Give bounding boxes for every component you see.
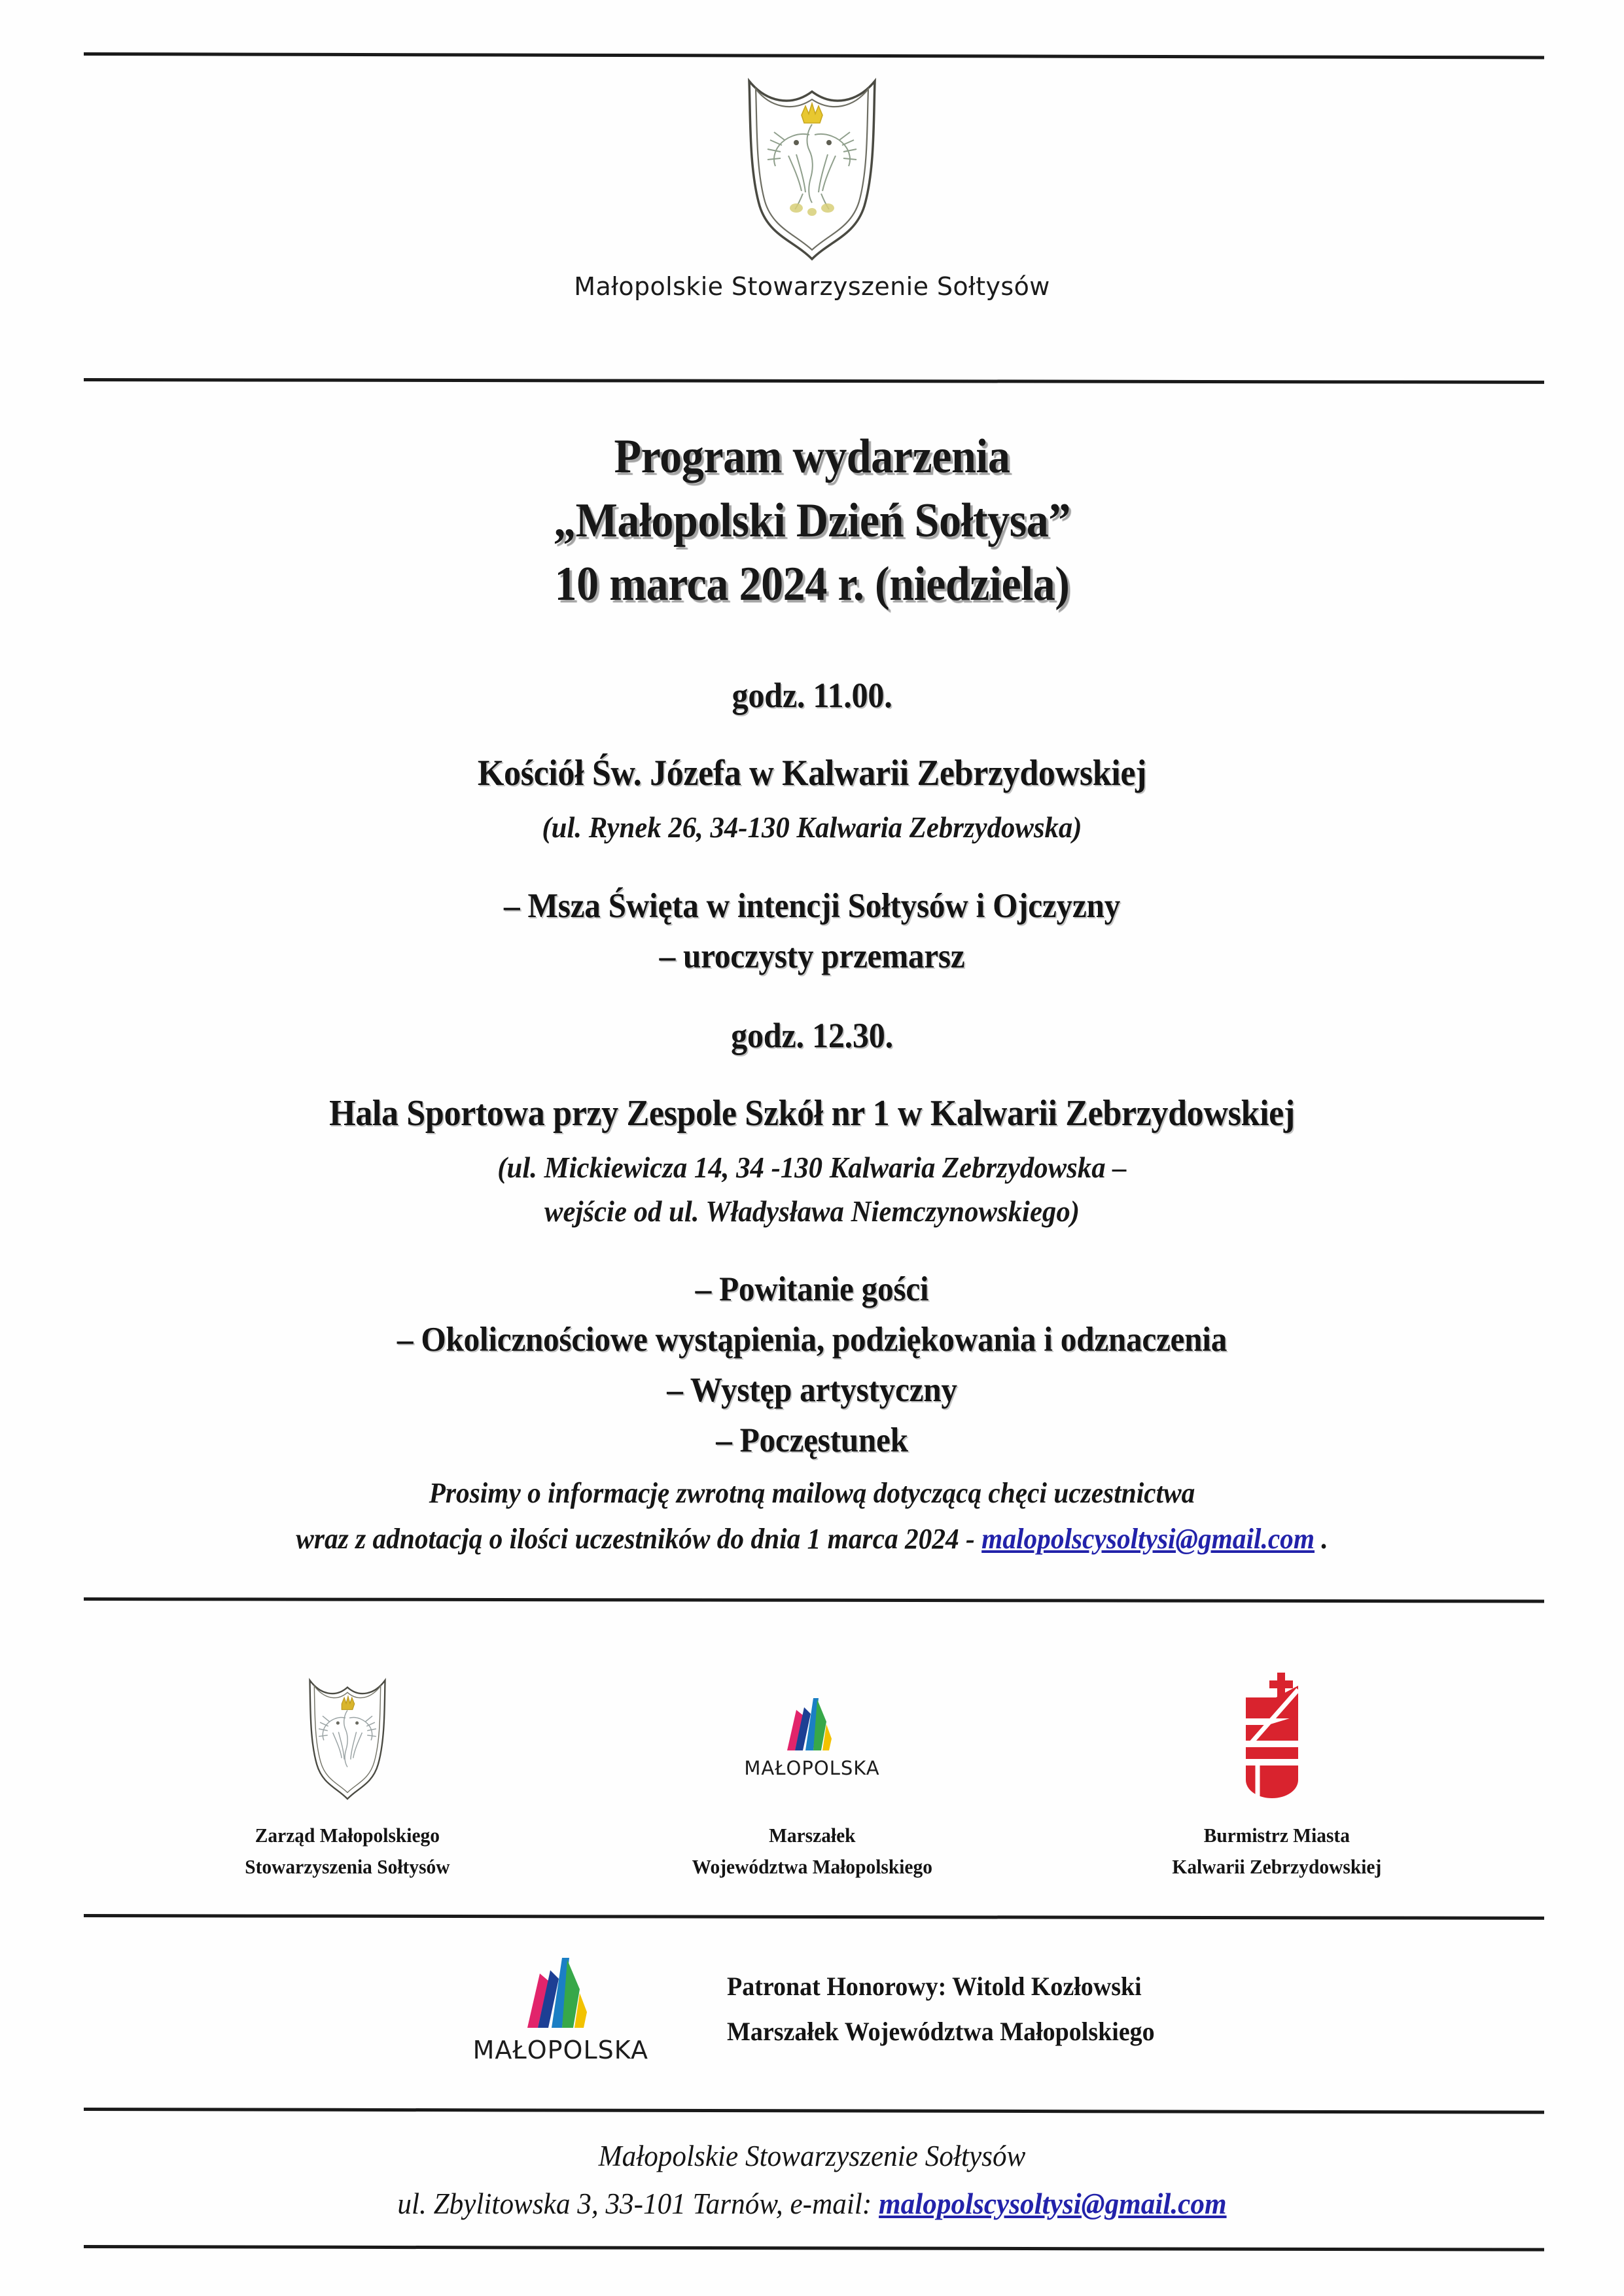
malopolska-mark — [512, 1955, 610, 2028]
event-venue: Kościół Św. Józefa w Kalwarii Zebrzydowskiej — [477, 753, 1147, 793]
rsvp-email-link[interactable]: malopolscysoltysi@gmail.com — [981, 1522, 1315, 1555]
divider-before-footer — [84, 2108, 1544, 2114]
event-address-line: wejście od ul. Władysława Niemczynowskiego) — [544, 1194, 1080, 1228]
event-address — [57, 1146, 1567, 1233]
patronage-block — [0, 1955, 1624, 2064]
rsvp-line-2 — [48, 1516, 1575, 1562]
rsvp-text-before: wraz z adnotacją o ilości uczestników do dnia 1 marca 2024 - — [296, 1522, 982, 1555]
event-address — [57, 806, 1567, 850]
polish-eagle-shield-icon — [298, 1672, 397, 1803]
page-title — [0, 425, 1624, 617]
list-item: – Powitanie gości — [695, 1270, 929, 1309]
list-item: – uroczysty przemarsz — [659, 937, 965, 975]
event-time: godz. 12.30. — [731, 1016, 893, 1055]
divider-bottom — [84, 2245, 1544, 2252]
event-venue: Hala Sportowa przy Zespole Szkół nr 1 w Kalwarii Zebrzydowskiej — [329, 1093, 1295, 1134]
organization-name: Małopolskie Stowarzyszenie Sołtysów — [574, 272, 1050, 301]
event-address-line: (ul. Mickiewicza 14, 34 -130 Kalwaria Zebrzydowska – — [497, 1151, 1127, 1184]
logo-caption-line: Burmistrz Miasta — [1203, 1824, 1350, 1847]
logo-caption-line: Marszałek — [768, 1824, 856, 1847]
rsvp-note — [48, 1470, 1575, 1561]
logo-caption — [692, 1820, 932, 1883]
title-line-3: 10 marca 2024 r. (niedziela) — [554, 557, 1070, 612]
event-program-list — [0, 1264, 1624, 1465]
footer-address: ul. Zbylitowska 3, 33-101 Tarnów, e-mail: — [397, 2187, 879, 2220]
logo-cell-burmistrz — [1139, 1672, 1414, 1883]
divider-top — [84, 52, 1544, 59]
patronage-text — [727, 1964, 1199, 2055]
event-address-line: (ul. Rynek 26, 34-130 Kalwaria Zebrzydowska) — [542, 810, 1082, 844]
document-footer — [33, 2132, 1592, 2228]
event-time: godz. 11.00. — [732, 676, 892, 715]
malopolska-wordmark: MAŁOPOLSKA — [472, 2036, 648, 2064]
title-line-1: Program wydarzenia — [614, 430, 1010, 483]
rsvp-text-after: . — [1315, 1522, 1328, 1555]
footer-email-link[interactable]: malopolscysoltysi@gmail.com — [879, 2187, 1227, 2220]
logo-cell-marszalek — [675, 1672, 949, 1883]
kalwaria-zebrzydowska-arms-icon — [1221, 1672, 1332, 1803]
list-item: – Msza Święta w intencji Sołtysów i Ojczyzny — [504, 886, 1120, 925]
patronage-line-1: Patronat Honorowy: Witold Kozłowski — [727, 1972, 1142, 2002]
malopolska-mark — [775, 1696, 849, 1750]
logo-cell-zarzad — [210, 1672, 485, 1883]
footer-line-1: Małopolskie Stowarzyszenie Sołtysów — [598, 2140, 1026, 2172]
patronage-line-2: Marszałek Województwa Małopolskiego — [727, 2017, 1155, 2046]
divider-after-header — [84, 378, 1544, 384]
event-block-1 — [0, 675, 1624, 992]
sponsor-logo-row — [0, 1672, 1624, 1883]
malopolska-logo-icon — [400, 1955, 648, 2064]
event-program-list — [0, 881, 1624, 982]
document-header — [0, 72, 1624, 301]
polish-eagle-shield-icon — [733, 72, 891, 262]
list-item: – Poczęstunek — [716, 1421, 908, 1459]
logo-caption-line: Stowarzyszenia Sołtysów — [245, 1855, 450, 1879]
list-item: – Okolicznościowe wystąpienia, podziękowania i odznaczenia — [397, 1321, 1227, 1359]
rsvp-line-1: Prosimy o informację zwrotną mailową dotyczącą chęci uczestnictwa — [429, 1477, 1195, 1509]
malopolska-wordmark: MAŁOPOLSKA — [744, 1757, 880, 1779]
divider-after-logos — [84, 1914, 1544, 1920]
footer-line-2 — [33, 2180, 1592, 2228]
divider-before-logos — [84, 1597, 1544, 1603]
title-line-2: „Małopolski Dzień Sołtysa” — [554, 493, 1070, 548]
logo-caption-line: Zarząd Małopolskiego — [255, 1824, 440, 1847]
list-item: – Występ artystyczny — [667, 1371, 957, 1410]
logo-caption — [1172, 1820, 1381, 1883]
logo-caption-line: Województwa Małopolskiego — [692, 1855, 932, 1879]
logo-caption-line: Kalwarii Zebrzydowskiej — [1172, 1855, 1381, 1879]
malopolska-logo-icon — [744, 1672, 879, 1803]
logo-caption — [245, 1820, 450, 1883]
event-block-2 — [0, 1015, 1624, 1476]
